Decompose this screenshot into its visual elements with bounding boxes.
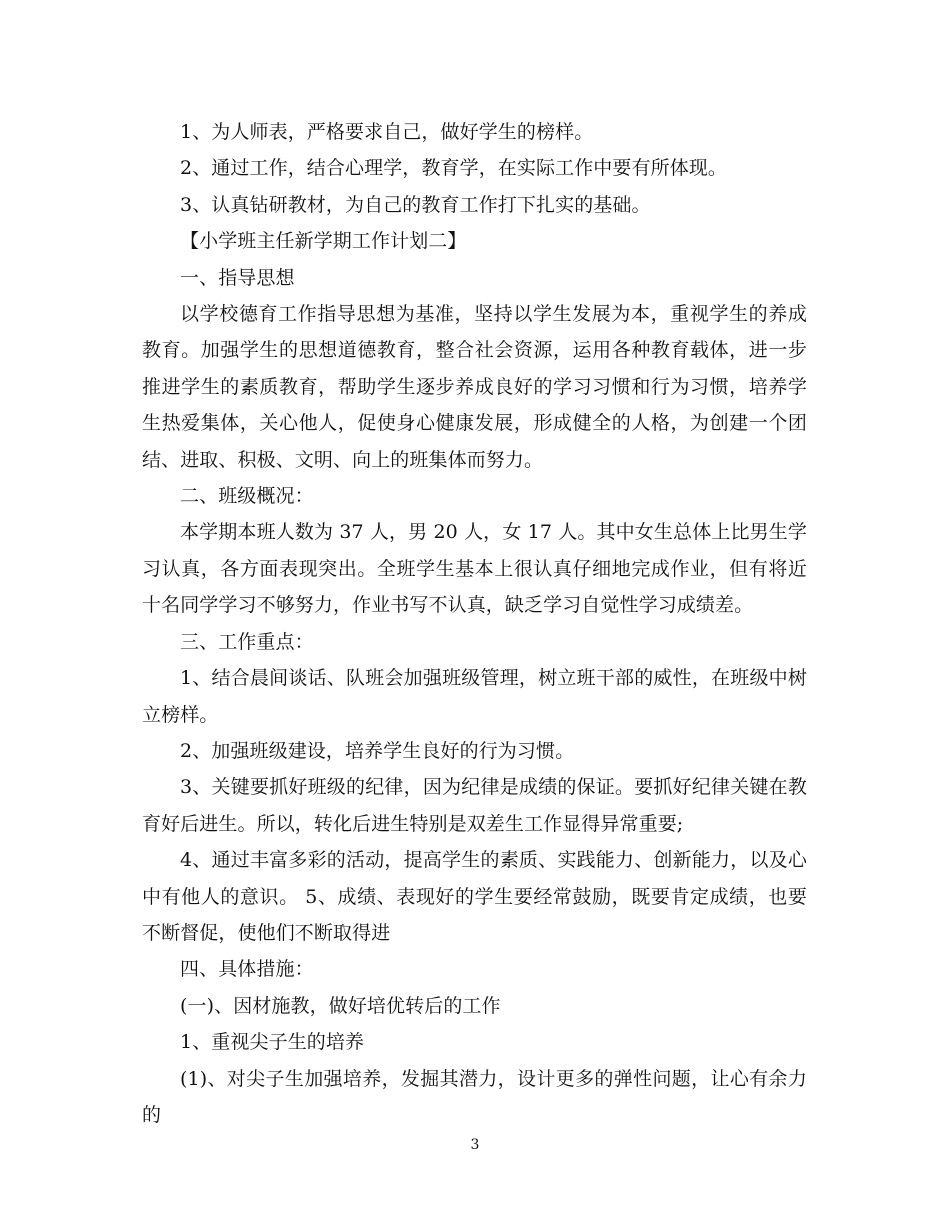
heading-guiding-ideology: 一、指导思想 <box>180 266 295 289</box>
paragraph-2: 2、通过工作，结合心理学，教育学，在实际工作中要有所体现。 <box>180 157 727 180</box>
heading-work-focus: 三、工作重点： <box>180 630 314 653</box>
measure-item-1: 1、重视尖子生的培养 <box>180 1031 365 1054</box>
heading-class-overview: 二、班级概况： <box>180 485 314 508</box>
paragraph-1: 1、为人师表，严格要求自己，做好学生的榜样。 <box>180 121 594 143</box>
measure-detail-1: (1)、对尖子生加强培养，发掘其潜力，设计更多的弹性问题，让心有余力的 <box>142 1067 807 1126</box>
page-content <box>142 114 807 1133</box>
paragraph-guiding-ideology: 以学校德育工作指导思想为基准，坚持以学生发展为本，重视学生的养成教育。加强学生的思想道德教育，整合社会资源，运用各种教育载体，进一步推进学生的素质教育，帮助学生逐步养成良好的学习习惯和行为习惯，培养学生热爱集体，关心他人，促使身心健康发展，形成健全的人格，为创建一个团结、进取、积极、文明、向上的班集体而努力。 <box>142 303 807 471</box>
work-focus-item-1: 1、结合晨间谈话、队班会加强班级管理，树立班干部的威性，在班级中树立榜样。 <box>142 667 807 726</box>
page-number: 3 <box>470 1137 480 1153</box>
work-focus-item-3: 3、关键要抓好班级的纪律，因为纪律是成绩的保证。要抓好纪律关键在教育好后进生。所以，转化后进生特别是双差生工作显得异常重要; <box>142 776 807 835</box>
work-focus-item-2: 2、加强班级建设，培养学生良好的行为习惯。 <box>180 739 575 762</box>
measure-subheading-1: (一)、因材施教，做好培优转后的工作 <box>180 994 501 1017</box>
paragraph-3: 3、认真钻研教材，为自己的教育工作打下扎实的基础。 <box>180 193 651 216</box>
work-focus-item-4-5: 4、通过丰富多彩的活动，提高学生的素质、实践能力、创新能力，以及心中有他人的意识。 5、成绩、表现好的学生要经常鼓励，既要肯定成绩，也要不断督促，使他们不断取得进 <box>142 849 807 944</box>
heading-specific-measures: 四、具体措施： <box>180 958 314 981</box>
paragraph-class-overview: 本学期本班人数为 37 人，男 20 人，女 17 人。其中女生总体上比男生学习认真，各方面表现突出。全班学生基本上很认真仔细地完成作业，但有将近十名同学学习不够努力，作业书写不认真，缺乏学习自觉性学习成绩差。 <box>142 521 807 617</box>
section-title: 【小学班主任新学期工作计划二】 <box>180 230 467 253</box>
